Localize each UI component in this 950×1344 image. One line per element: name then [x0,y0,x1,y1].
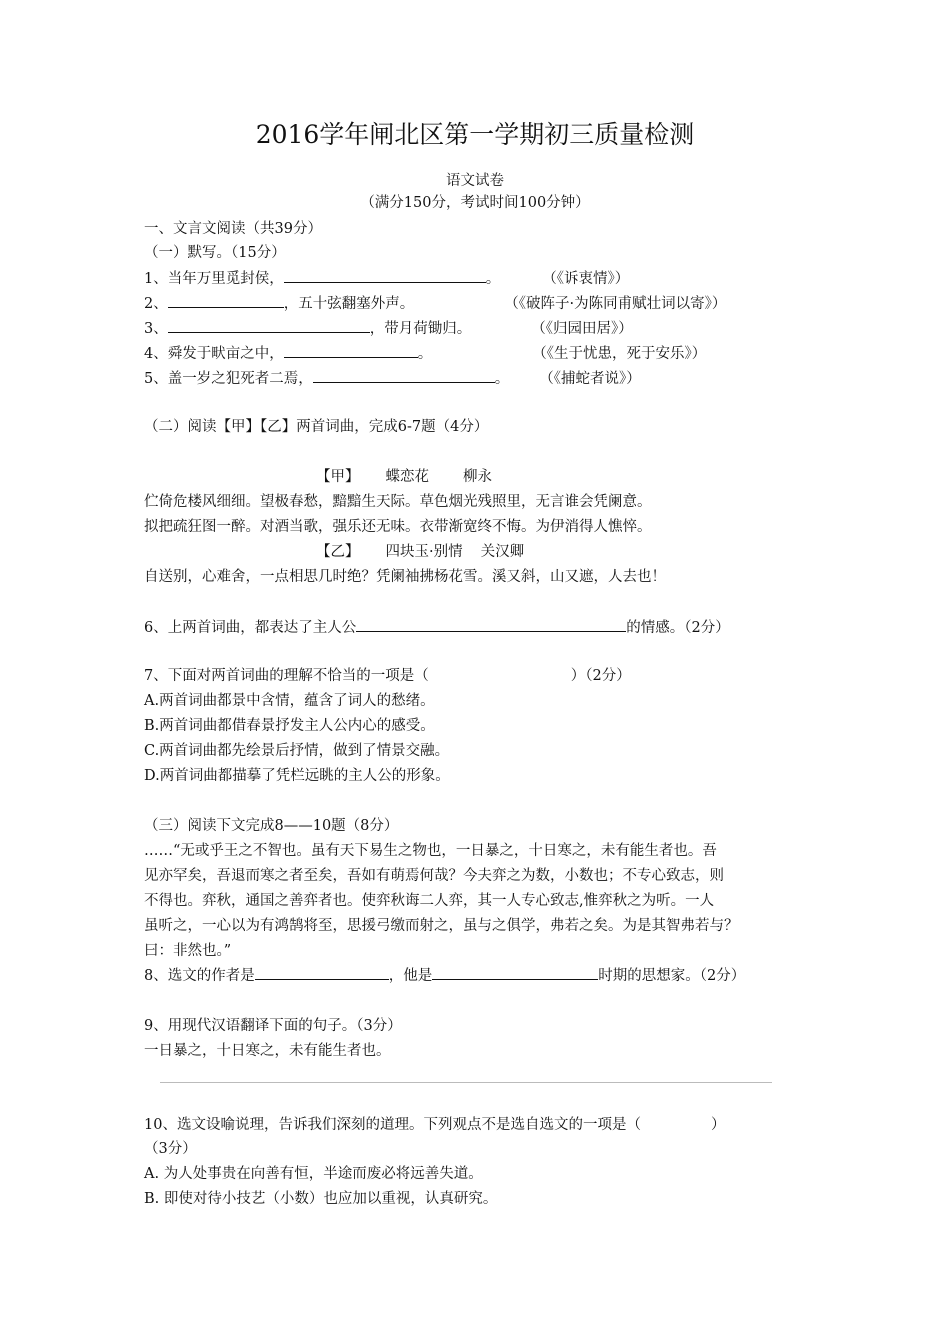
q10-option-a: A. 为人处事贵在向善有恒，半途而废必将远善失道。 [144,1166,483,1182]
q6-answer-blank[interactable] [356,616,626,632]
q8-end: 时期的思想家。（2分） [598,968,746,984]
q4-source: （《生于忧患，死于安乐》） [532,346,707,362]
q8-text: 8、选文的作者是 [144,968,255,984]
poem-jia-heading [316,466,492,488]
q2-source: （《破阵子·为陈同甫赋壮词以寄》） [504,296,727,312]
q8-mid: ，他是 [388,968,433,984]
q8-author-blank[interactable] [255,964,389,980]
passage-line-5: 曰：非然也。” [144,943,232,959]
subsection-2-heading: （二）阅读【甲】【乙】两首词曲，完成6-7题（4分） [144,419,489,435]
q5-end: 。 [494,371,510,387]
q5-answer-blank[interactable] [313,367,495,383]
question-9: 9、用现代汉语翻译下面的句子。（3分） [144,1018,402,1034]
question-3 [144,317,633,340]
q3-end: ，带月荷锄归。 [369,321,472,337]
q7-end: ）（2分） [570,668,631,684]
q10-text: 10、选文设喻说理，告诉我们深刻的道理。下列观点不是选自选文的一项是（ [144,1117,641,1133]
q7-option-c: C.两首词曲都先绘景后抒情，做到了情景交融。 [144,743,450,759]
q5-source: （《捕蛇者说》） [539,371,641,387]
q4-end: 。 [417,346,433,362]
q3-answer-blank[interactable] [168,317,370,333]
exam-title: 2016学年闸北区第一学期初三质量检测 [255,120,695,149]
q10-score: （3分） [144,1141,197,1157]
q3-text: 3、 [144,321,168,337]
q7-text: 7、下面对两首词曲的理解不恰当的一项是（ [144,668,429,684]
q5-text: 5、盖一岁之犯死者二焉， [144,371,313,387]
poem-jia-name: 蝶恋花 [385,469,429,485]
question-1 [144,267,629,290]
poem-jia-mark: 【甲】 [316,469,360,485]
question-7 [144,665,631,687]
passage-line-1: ……“无或乎王之不智也。虽有天下易生之物也，一日暴之，十日寒之，未有能生者也。吾 [144,843,717,859]
poem-yi-author: 关汉卿 [480,544,525,560]
q2-answer-blank[interactable] [168,292,284,308]
q6-text: 6、上两首词曲，都表达了主人公 [144,620,357,636]
q1-answer-blank[interactable] [284,267,486,283]
q7-option-a: A.两首词曲都景中含情，蕴含了词人的愁绪。 [144,693,435,709]
poem-jia-author: 柳永 [463,469,492,485]
question-4 [144,342,706,365]
q1-end: 。 [485,271,501,287]
q7-option-d: D.两首词曲都描摹了凭栏远眺的主人公的形象。 [144,768,450,784]
passage-line-4: 虽听之，一心以为有鸿鹄将至，思援弓缴而射之，虽与之俱学，弗若之矣。为是其智弗若与？ [144,918,739,934]
passage-line-2: 见亦罕矣，吾退而寒之者至矣，吾如有萌焉何哉？今夫弈之为数，小数也；不专心致志，则 [144,868,724,884]
poem-yi-line-1: 自送别，心难舍，一点相思几时绝？凭阑袖拂杨花雪。溪又斜，山又遮，人去也！ [144,569,666,585]
q6-end: 的情感。（2分） [626,620,730,636]
q9-answer-line[interactable] [160,1082,772,1083]
question-8 [144,964,745,987]
q7-option-b: B.两首词曲都借春景抒发主人公内心的感受。 [144,718,435,734]
passage-line-3: 不得也。弈秋，通国之善弈者也。使弈秋诲二人弈，其一人专心致志,惟弈秋之为听。一人 [144,893,715,909]
poem-jia-line-2: 拟把疏狂图一醉。对酒当歌，强乐还无味。衣带渐宽终不悔。为伊消得人憔悴。 [144,519,652,535]
question-10 [144,1114,725,1136]
q3-source: （《归园田居》） [531,321,633,337]
q1-source: （《诉衷情》） [542,271,630,287]
exam-meta: （满分150分，考试时间100分钟） [360,195,590,211]
subject-label: 语文试卷 [446,173,504,189]
question-5 [144,367,641,390]
question-6 [144,616,730,639]
q1-text: 1、当年万里觅封侯， [144,271,284,287]
q10-end: ） [710,1117,726,1133]
question-2 [144,292,726,315]
poem-yi-heading [316,541,524,563]
q4-answer-blank[interactable] [284,342,418,358]
subsection-3-heading: （三）阅读下文完成8——10题（8分） [144,818,399,834]
poem-yi-mark: 【乙】 [316,544,360,560]
q9-sentence: 一日暴之，十日寒之，未有能生者也。 [144,1043,391,1059]
poem-jia-line-1: 伫倚危楼风细细。望极春愁，黯黯生天际。草色烟光残照里，无言谁会凭阑意。 [144,494,652,510]
q2-text: 2、 [144,296,168,312]
q10-option-b: B. 即使对待小技艺（小数）也应加以重视，认真研究。 [144,1191,498,1207]
q8-period-blank[interactable] [432,964,598,980]
q4-text: 4、舜发于畎亩之中， [144,346,284,362]
section-1-heading: 一、文言文阅读（共39分） [144,221,322,237]
subsection-1-heading: （一）默写。（15分） [144,245,286,261]
q2-end: ，五十弦翻塞外声。 [283,296,415,312]
poem-yi-name: 四块玉·别情 [385,544,463,560]
